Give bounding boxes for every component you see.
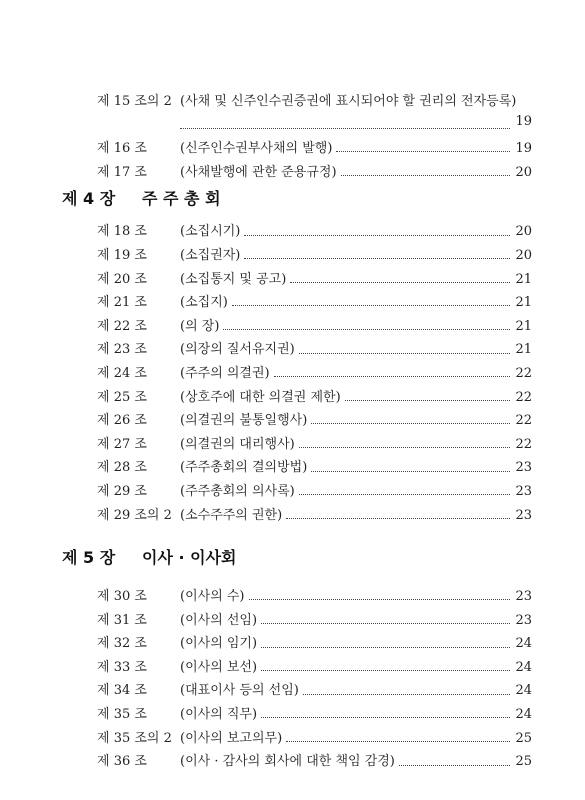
leader-dots: [299, 447, 510, 448]
article-title: (소집통지 및 공고): [180, 271, 287, 287]
leader-dots: [299, 353, 510, 354]
article-number: 제 26 조: [97, 413, 147, 429]
page-number: 22: [515, 436, 532, 452]
article-title: (대표이사 등의 선임): [180, 683, 299, 699]
toc-entry: [62, 727, 532, 751]
chapter-heading: [62, 186, 532, 220]
leader-dots: [290, 282, 510, 283]
article-title: (의장의 질서유지권): [180, 342, 295, 358]
article-number: 제 34 조: [97, 683, 147, 699]
article-title: (이사의 직무): [180, 707, 258, 723]
article-number: 제 17 조: [97, 164, 147, 180]
toc-entry: [62, 703, 532, 727]
page-number: 21: [515, 342, 532, 358]
leader-dots: [244, 235, 510, 236]
leader-dots: [244, 258, 510, 259]
leader-dots: [286, 741, 510, 742]
toc-entry: [62, 315, 532, 339]
article-title: (주주총회의 의사록): [180, 483, 295, 499]
page-number: 24: [515, 659, 532, 675]
toc-entry: [62, 244, 532, 268]
article-title: (소집권자): [180, 247, 241, 263]
page-number: 24: [515, 636, 532, 652]
leader-dots: [261, 647, 510, 648]
article-title: (이사의 보고의무): [180, 730, 283, 746]
page-number: 20: [515, 247, 532, 263]
page-number: 22: [515, 413, 532, 429]
leader-dots: [341, 175, 510, 176]
article-number: 제 25 조: [97, 389, 147, 405]
toc-entry: [62, 137, 532, 161]
page-number: 21: [515, 318, 532, 334]
article-number: 제 35 조: [97, 707, 147, 723]
article-number: 제 31 조: [97, 612, 147, 628]
chapter-heading: [62, 545, 532, 585]
leader-dots: [223, 329, 510, 330]
article-title: (소수주주의 권한): [180, 507, 283, 523]
article-number: 제 22 조: [97, 318, 147, 334]
chapter-4-entries: [62, 220, 532, 527]
toc-entry: [62, 504, 532, 528]
toc-entry: [62, 456, 532, 480]
article-number: 제 35 조의 2: [97, 730, 172, 746]
article-number: 제 24 조: [97, 365, 147, 381]
article-title: (소집지): [180, 295, 228, 311]
toc-entry-wrapped-second-line: [62, 114, 532, 138]
table-of-contents: [62, 90, 532, 774]
toc-entry: [62, 480, 532, 504]
leader-dots: [261, 670, 510, 671]
article-title: (주주의 의결권): [180, 365, 270, 381]
page-number: 21: [515, 295, 532, 311]
article-title: (이사의 임기): [180, 636, 258, 652]
page-number: 24: [515, 683, 532, 699]
article-number: 제 29 조: [97, 483, 147, 499]
leader-dots: [286, 518, 510, 519]
page-number: 23: [515, 589, 532, 605]
article-number: 제 23 조: [97, 342, 147, 358]
article-number: 제 18 조: [97, 224, 147, 240]
article-title: (상호주에 대한 의결권 제한): [180, 389, 341, 405]
leader-dots: [232, 305, 510, 306]
article-number: 제 29 조의 2: [97, 507, 172, 523]
toc-entry: [62, 609, 532, 633]
page-number: 19: [515, 141, 532, 157]
toc-entry: [62, 220, 532, 244]
toc-entry: [62, 656, 532, 680]
leader-dots: [274, 376, 510, 377]
toc-entry-wrapped-first-line: [62, 90, 532, 114]
article-number: 제 33 조: [97, 659, 147, 675]
leader-dots: [261, 623, 510, 624]
article-number: 제 16 조: [97, 141, 147, 157]
page-number: 23: [515, 483, 532, 499]
leader-dots: [303, 694, 510, 695]
leader-dots: [345, 400, 510, 401]
page-number: 22: [515, 365, 532, 381]
article-number: 제 36 조: [97, 754, 147, 770]
article-number: 제 27 조: [97, 436, 147, 452]
toc-entry: [62, 268, 532, 292]
article-number: 제 15 조의 2: [97, 94, 172, 109]
leader-dots: [249, 599, 510, 600]
leader-dots: [311, 471, 510, 472]
toc-entry: [62, 679, 532, 703]
toc-entry: [62, 585, 532, 609]
article-title: (사채발행에 관한 준용규정): [180, 164, 337, 180]
article-title: (주주총회의 결의방법): [180, 460, 308, 476]
chapter-number: 제 5 장: [62, 548, 116, 568]
toc-entry: [62, 362, 532, 386]
leader-dots: [399, 765, 510, 766]
article-title: (이사 · 감사의 회사에 대한 책임 감경): [180, 754, 395, 770]
article-number: 제 30 조: [97, 589, 147, 605]
article-title: (신주인수권부사채의 발행): [180, 141, 333, 157]
page-number: 22: [515, 389, 532, 405]
page-number: 21: [515, 271, 532, 287]
article-title: (소집시기): [180, 224, 241, 240]
chapter-title: 주 주 총 회: [142, 189, 221, 209]
leader-dots: [261, 717, 510, 718]
toc-entry: [62, 409, 532, 433]
article-title: (이사의 선임): [180, 612, 258, 628]
article-title: (의결권의 대리행사): [180, 436, 295, 452]
page-number: 19: [515, 113, 532, 129]
article-title: (의결권의 불통일행사): [180, 413, 308, 429]
page-number: 24: [515, 707, 532, 723]
page-number: 23: [515, 612, 532, 628]
article-number: 제 21 조: [97, 295, 147, 311]
chapter-title: 이사 · 이사회: [142, 548, 237, 568]
page-number: 25: [515, 754, 532, 770]
leader-dots: [336, 151, 510, 152]
article-number: 제 28 조: [97, 460, 147, 476]
toc-entry: [62, 338, 532, 362]
leader-dots: [311, 423, 510, 424]
leader-dots: [180, 128, 510, 129]
toc-entry: [62, 291, 532, 315]
chapter-5-entries: [62, 585, 532, 774]
article-number: 제 32 조: [97, 636, 147, 652]
page-number: 20: [515, 164, 532, 180]
article-title: (사채 및 신주인수권증권에 표시되어야 할 권리의 전자등록): [180, 94, 517, 109]
toc-entry: [62, 632, 532, 656]
article-number: 제 20 조: [97, 271, 147, 287]
toc-entry: [62, 161, 532, 185]
chapter-number: 제 4 장: [62, 189, 116, 209]
toc-entry: [62, 750, 532, 774]
page-number: 20: [515, 224, 532, 240]
page-number: 25: [515, 730, 532, 746]
article-title: (이사의 보선): [180, 659, 258, 675]
leader-dots: [299, 494, 510, 495]
article-title: (의 장): [180, 318, 220, 334]
article-number: 제 19 조: [97, 247, 147, 263]
article-title: (이사의 수): [180, 589, 245, 605]
toc-entry: [62, 433, 532, 457]
toc-entry: [62, 386, 532, 410]
page-number: 23: [515, 460, 532, 476]
page-number: 23: [515, 507, 532, 523]
